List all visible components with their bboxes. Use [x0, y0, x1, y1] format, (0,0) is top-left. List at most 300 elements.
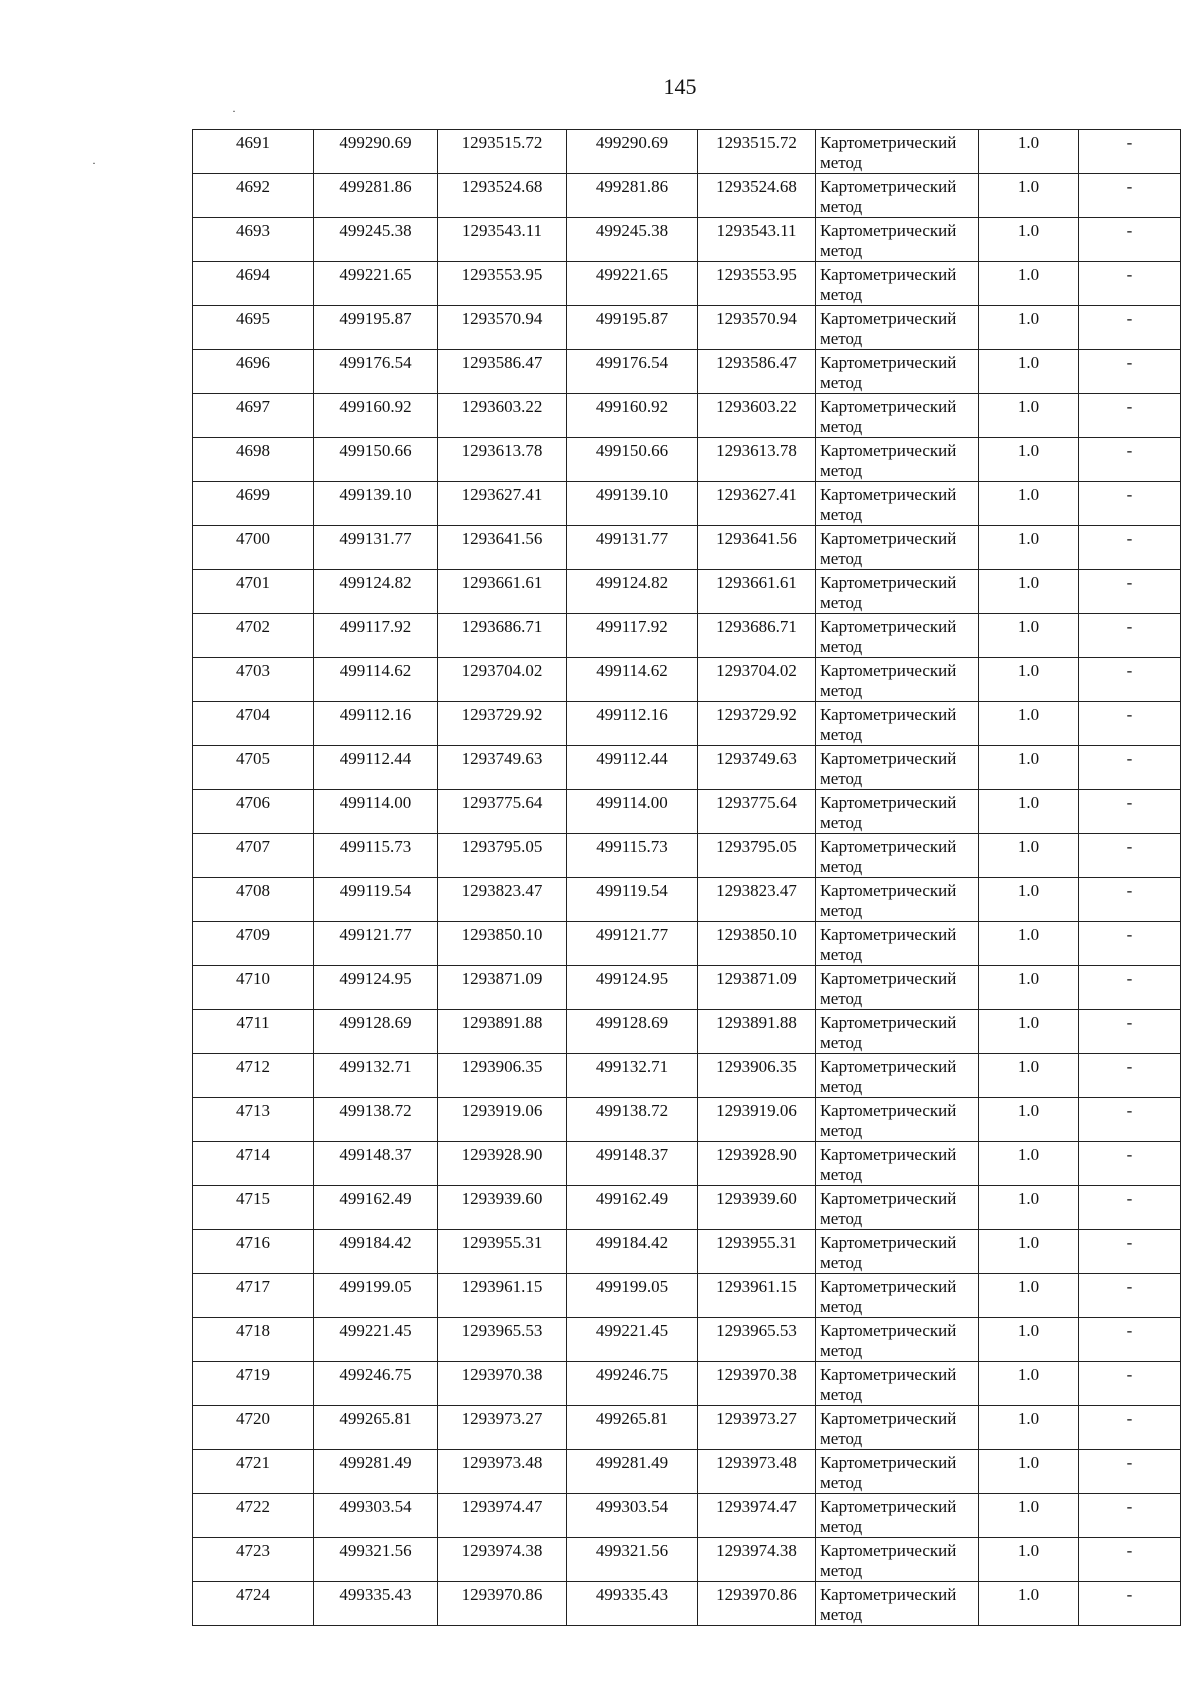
y-coordinate-cell: 1293729.92 — [698, 702, 816, 746]
table-row — [193, 658, 1181, 702]
x-coordinate-cell: 499221.45 — [314, 1318, 438, 1362]
table-row — [193, 218, 1181, 262]
table-row — [193, 966, 1181, 1010]
table-row — [193, 1010, 1181, 1054]
table-row — [193, 350, 1181, 394]
coordinates-table-body — [193, 130, 1181, 1626]
note-cell: - — [1079, 790, 1181, 834]
note-cell: - — [1079, 526, 1181, 570]
note-cell: - — [1079, 1010, 1181, 1054]
note-cell: - — [1079, 394, 1181, 438]
precision-cell: 1.0 — [979, 394, 1079, 438]
precision-cell: 1.0 — [979, 922, 1079, 966]
x-coordinate-cell: 499321.56 — [567, 1538, 698, 1582]
x-coordinate-cell: 499139.10 — [314, 482, 438, 526]
point-number-cell: 4716 — [193, 1230, 314, 1274]
precision-cell: 1.0 — [979, 790, 1079, 834]
point-number-cell: 4703 — [193, 658, 314, 702]
x-coordinate-cell: 499195.87 — [567, 306, 698, 350]
method-cell: Картометрический метод — [816, 1538, 979, 1582]
y-coordinate-cell: 1293686.71 — [698, 614, 816, 658]
y-coordinate-cell: 1293570.94 — [438, 306, 567, 350]
note-cell: - — [1079, 1538, 1181, 1582]
method-cell: Картометрический метод — [816, 394, 979, 438]
y-coordinate-cell: 1293603.22 — [698, 394, 816, 438]
y-coordinate-cell: 1293974.47 — [698, 1494, 816, 1538]
y-coordinate-cell: 1293570.94 — [698, 306, 816, 350]
x-coordinate-cell: 499160.92 — [567, 394, 698, 438]
method-cell: Картометрический метод — [816, 1186, 979, 1230]
note-cell: - — [1079, 746, 1181, 790]
y-coordinate-cell: 1293891.88 — [438, 1010, 567, 1054]
y-coordinate-cell: 1293613.78 — [698, 438, 816, 482]
method-cell: Картометрический метод — [816, 702, 979, 746]
y-coordinate-cell: 1293973.48 — [698, 1450, 816, 1494]
x-coordinate-cell: 499290.69 — [314, 130, 438, 174]
x-coordinate-cell: 499150.66 — [314, 438, 438, 482]
note-cell: - — [1079, 1450, 1181, 1494]
y-coordinate-cell: 1293961.15 — [698, 1274, 816, 1318]
point-number-cell: 4709 — [193, 922, 314, 966]
y-coordinate-cell: 1293850.10 — [698, 922, 816, 966]
x-coordinate-cell: 499132.71 — [567, 1054, 698, 1098]
point-number-cell: 4700 — [193, 526, 314, 570]
precision-cell: 1.0 — [979, 350, 1079, 394]
note-cell: - — [1079, 966, 1181, 1010]
point-number-cell: 4710 — [193, 966, 314, 1010]
point-number-cell: 4706 — [193, 790, 314, 834]
precision-cell: 1.0 — [979, 1450, 1079, 1494]
method-cell: Картометрический метод — [816, 1274, 979, 1318]
note-cell: - — [1079, 1318, 1181, 1362]
point-number-cell: 4715 — [193, 1186, 314, 1230]
point-number-cell: 4714 — [193, 1142, 314, 1186]
point-number-cell: 4713 — [193, 1098, 314, 1142]
x-coordinate-cell: 499112.44 — [314, 746, 438, 790]
coordinates-table — [192, 129, 1181, 1626]
table-row — [193, 1450, 1181, 1494]
point-number-cell: 4698 — [193, 438, 314, 482]
point-number-cell: 4691 — [193, 130, 314, 174]
method-cell: Картометрический метод — [816, 1450, 979, 1494]
method-cell: Картометрический метод — [816, 306, 979, 350]
y-coordinate-cell: 1293515.72 — [698, 130, 816, 174]
note-cell: - — [1079, 834, 1181, 878]
y-coordinate-cell: 1293961.15 — [438, 1274, 567, 1318]
y-coordinate-cell: 1293749.63 — [698, 746, 816, 790]
x-coordinate-cell: 499162.49 — [314, 1186, 438, 1230]
precision-cell: 1.0 — [979, 482, 1079, 526]
precision-cell: 1.0 — [979, 1538, 1079, 1582]
point-number-cell: 4722 — [193, 1494, 314, 1538]
x-coordinate-cell: 499121.77 — [314, 922, 438, 966]
x-coordinate-cell: 499119.54 — [314, 878, 438, 922]
table-row — [193, 394, 1181, 438]
x-coordinate-cell: 499281.49 — [314, 1450, 438, 1494]
method-cell: Картометрический метод — [816, 922, 979, 966]
table-row — [193, 790, 1181, 834]
page-number: 145 — [663, 74, 697, 99]
precision-cell: 1.0 — [979, 966, 1079, 1010]
method-cell: Картометрический метод — [816, 262, 979, 306]
x-coordinate-cell: 499303.54 — [567, 1494, 698, 1538]
table-row — [193, 482, 1181, 526]
y-coordinate-cell: 1293729.92 — [438, 702, 567, 746]
precision-cell: 1.0 — [979, 438, 1079, 482]
x-coordinate-cell: 499128.69 — [314, 1010, 438, 1054]
precision-cell: 1.0 — [979, 1142, 1079, 1186]
method-cell: Картометрический метод — [816, 658, 979, 702]
y-coordinate-cell: 1293871.09 — [698, 966, 816, 1010]
table-row — [193, 878, 1181, 922]
note-cell: - — [1079, 1054, 1181, 1098]
point-number-cell: 4701 — [193, 570, 314, 614]
precision-cell: 1.0 — [979, 1010, 1079, 1054]
y-coordinate-cell: 1293524.68 — [438, 174, 567, 218]
precision-cell: 1.0 — [979, 306, 1079, 350]
x-coordinate-cell: 499124.95 — [567, 966, 698, 1010]
point-number-cell: 4702 — [193, 614, 314, 658]
note-cell: - — [1079, 1406, 1181, 1450]
precision-cell: 1.0 — [979, 1098, 1079, 1142]
method-cell: Картометрический метод — [816, 482, 979, 526]
x-coordinate-cell: 499184.42 — [314, 1230, 438, 1274]
note-cell: - — [1079, 702, 1181, 746]
x-coordinate-cell: 499335.43 — [314, 1582, 438, 1626]
note-cell: - — [1079, 1098, 1181, 1142]
table-row — [193, 746, 1181, 790]
precision-cell: 1.0 — [979, 130, 1079, 174]
method-cell: Картометрический метод — [816, 1362, 979, 1406]
note-cell: - — [1079, 878, 1181, 922]
method-cell: Картометрический метод — [816, 1318, 979, 1362]
x-coordinate-cell: 499119.54 — [567, 878, 698, 922]
table-row — [193, 1538, 1181, 1582]
y-coordinate-cell: 1293795.05 — [698, 834, 816, 878]
table-row — [193, 174, 1181, 218]
x-coordinate-cell: 499124.82 — [567, 570, 698, 614]
method-cell: Картометрический метод — [816, 790, 979, 834]
y-coordinate-cell: 1293543.11 — [698, 218, 816, 262]
x-coordinate-cell: 499265.81 — [567, 1406, 698, 1450]
method-cell: Картометрический метод — [816, 218, 979, 262]
note-cell: - — [1079, 306, 1181, 350]
y-coordinate-cell: 1293965.53 — [438, 1318, 567, 1362]
y-coordinate-cell: 1293823.47 — [438, 878, 567, 922]
x-coordinate-cell: 499221.65 — [314, 262, 438, 306]
y-coordinate-cell: 1293939.60 — [438, 1186, 567, 1230]
x-coordinate-cell: 499131.77 — [567, 526, 698, 570]
y-coordinate-cell: 1293613.78 — [438, 438, 567, 482]
point-number-cell: 4720 — [193, 1406, 314, 1450]
precision-cell: 1.0 — [979, 174, 1079, 218]
y-coordinate-cell: 1293973.27 — [698, 1406, 816, 1450]
x-coordinate-cell: 499148.37 — [567, 1142, 698, 1186]
precision-cell: 1.0 — [979, 1054, 1079, 1098]
note-cell: - — [1079, 658, 1181, 702]
scan-speck: · — [232, 104, 236, 118]
x-coordinate-cell: 499117.92 — [567, 614, 698, 658]
precision-cell: 1.0 — [979, 1318, 1079, 1362]
x-coordinate-cell: 499246.75 — [567, 1362, 698, 1406]
method-cell: Картометрический метод — [816, 746, 979, 790]
method-cell: Картометрический метод — [816, 1494, 979, 1538]
method-cell: Картометрический метод — [816, 350, 979, 394]
note-cell: - — [1079, 174, 1181, 218]
point-number-cell: 4711 — [193, 1010, 314, 1054]
y-coordinate-cell: 1293906.35 — [438, 1054, 567, 1098]
x-coordinate-cell: 499112.44 — [567, 746, 698, 790]
y-coordinate-cell: 1293973.48 — [438, 1450, 567, 1494]
precision-cell: 1.0 — [979, 658, 1079, 702]
note-cell: - — [1079, 482, 1181, 526]
x-coordinate-cell: 499117.92 — [314, 614, 438, 658]
note-cell: - — [1079, 922, 1181, 966]
table-row — [193, 702, 1181, 746]
method-cell: Картометрический метод — [816, 130, 979, 174]
y-coordinate-cell: 1293524.68 — [698, 174, 816, 218]
x-coordinate-cell: 499176.54 — [314, 350, 438, 394]
x-coordinate-cell: 499148.37 — [314, 1142, 438, 1186]
point-number-cell: 4696 — [193, 350, 314, 394]
y-coordinate-cell: 1293661.61 — [438, 570, 567, 614]
y-coordinate-cell: 1293749.63 — [438, 746, 567, 790]
x-coordinate-cell: 499114.00 — [567, 790, 698, 834]
y-coordinate-cell: 1293586.47 — [438, 350, 567, 394]
x-coordinate-cell: 499138.72 — [314, 1098, 438, 1142]
x-coordinate-cell: 499124.82 — [314, 570, 438, 614]
note-cell: - — [1079, 130, 1181, 174]
x-coordinate-cell: 499114.62 — [314, 658, 438, 702]
note-cell: - — [1079, 570, 1181, 614]
x-coordinate-cell: 499321.56 — [314, 1538, 438, 1582]
y-coordinate-cell: 1293955.31 — [438, 1230, 567, 1274]
x-coordinate-cell: 499265.81 — [314, 1406, 438, 1450]
x-coordinate-cell: 499139.10 — [567, 482, 698, 526]
x-coordinate-cell: 499303.54 — [314, 1494, 438, 1538]
table-row — [193, 922, 1181, 966]
x-coordinate-cell: 499199.05 — [314, 1274, 438, 1318]
precision-cell: 1.0 — [979, 702, 1079, 746]
x-coordinate-cell: 499121.77 — [567, 922, 698, 966]
table-row — [193, 526, 1181, 570]
note-cell: - — [1079, 1362, 1181, 1406]
table-row — [193, 1186, 1181, 1230]
method-cell: Картометрический метод — [816, 1054, 979, 1098]
precision-cell: 1.0 — [979, 878, 1079, 922]
table-row — [193, 834, 1181, 878]
precision-cell: 1.0 — [979, 570, 1079, 614]
y-coordinate-cell: 1293970.86 — [698, 1582, 816, 1626]
x-coordinate-cell: 499199.05 — [567, 1274, 698, 1318]
y-coordinate-cell: 1293586.47 — [698, 350, 816, 394]
method-cell: Картометрический метод — [816, 966, 979, 1010]
y-coordinate-cell: 1293553.95 — [698, 262, 816, 306]
point-number-cell: 4718 — [193, 1318, 314, 1362]
point-number-cell: 4717 — [193, 1274, 314, 1318]
note-cell: - — [1079, 614, 1181, 658]
x-coordinate-cell: 499112.16 — [314, 702, 438, 746]
y-coordinate-cell: 1293974.47 — [438, 1494, 567, 1538]
point-number-cell: 4704 — [193, 702, 314, 746]
point-number-cell: 4721 — [193, 1450, 314, 1494]
note-cell: - — [1079, 1582, 1181, 1626]
x-coordinate-cell: 499138.72 — [567, 1098, 698, 1142]
note-cell: - — [1079, 218, 1181, 262]
y-coordinate-cell: 1293704.02 — [438, 658, 567, 702]
point-number-cell: 4692 — [193, 174, 314, 218]
table-row — [193, 1274, 1181, 1318]
y-coordinate-cell: 1293919.06 — [698, 1098, 816, 1142]
x-coordinate-cell: 499246.75 — [314, 1362, 438, 1406]
precision-cell: 1.0 — [979, 1230, 1079, 1274]
precision-cell: 1.0 — [979, 834, 1079, 878]
method-cell: Картометрический метод — [816, 1098, 979, 1142]
table-row — [193, 1054, 1181, 1098]
y-coordinate-cell: 1293775.64 — [698, 790, 816, 834]
x-coordinate-cell: 499115.73 — [314, 834, 438, 878]
point-number-cell: 4699 — [193, 482, 314, 526]
y-coordinate-cell: 1293970.86 — [438, 1582, 567, 1626]
y-coordinate-cell: 1293955.31 — [698, 1230, 816, 1274]
x-coordinate-cell: 499221.65 — [567, 262, 698, 306]
y-coordinate-cell: 1293965.53 — [698, 1318, 816, 1362]
y-coordinate-cell: 1293871.09 — [438, 966, 567, 1010]
x-coordinate-cell: 499221.45 — [567, 1318, 698, 1362]
note-cell: - — [1079, 1274, 1181, 1318]
x-coordinate-cell: 499281.86 — [567, 174, 698, 218]
table-row — [193, 1362, 1181, 1406]
point-number-cell: 4695 — [193, 306, 314, 350]
precision-cell: 1.0 — [979, 526, 1079, 570]
point-number-cell: 4719 — [193, 1362, 314, 1406]
method-cell: Картометрический метод — [816, 614, 979, 658]
y-coordinate-cell: 1293686.71 — [438, 614, 567, 658]
y-coordinate-cell: 1293641.56 — [438, 526, 567, 570]
note-cell: - — [1079, 1230, 1181, 1274]
table-row — [193, 1142, 1181, 1186]
precision-cell: 1.0 — [979, 262, 1079, 306]
point-number-cell: 4693 — [193, 218, 314, 262]
precision-cell: 1.0 — [979, 1362, 1079, 1406]
y-coordinate-cell: 1293973.27 — [438, 1406, 567, 1450]
precision-cell: 1.0 — [979, 1494, 1079, 1538]
y-coordinate-cell: 1293515.72 — [438, 130, 567, 174]
point-number-cell: 4705 — [193, 746, 314, 790]
note-cell: - — [1079, 350, 1181, 394]
x-coordinate-cell: 499195.87 — [314, 306, 438, 350]
y-coordinate-cell: 1293906.35 — [698, 1054, 816, 1098]
x-coordinate-cell: 499131.77 — [314, 526, 438, 570]
scan-speck: · — [92, 156, 96, 170]
table-row — [193, 1098, 1181, 1142]
y-coordinate-cell: 1293553.95 — [438, 262, 567, 306]
precision-cell: 1.0 — [979, 614, 1079, 658]
method-cell: Картометрический метод — [816, 1010, 979, 1054]
x-coordinate-cell: 499114.62 — [567, 658, 698, 702]
method-cell: Картометрический метод — [816, 1406, 979, 1450]
note-cell: - — [1079, 262, 1181, 306]
y-coordinate-cell: 1293603.22 — [438, 394, 567, 438]
method-cell: Картометрический метод — [816, 834, 979, 878]
table-row — [193, 614, 1181, 658]
table-row — [193, 1406, 1181, 1450]
x-coordinate-cell: 499162.49 — [567, 1186, 698, 1230]
method-cell: Картометрический метод — [816, 878, 979, 922]
y-coordinate-cell: 1293850.10 — [438, 922, 567, 966]
method-cell: Картометрический метод — [816, 1142, 979, 1186]
precision-cell: 1.0 — [979, 1406, 1079, 1450]
note-cell: - — [1079, 1142, 1181, 1186]
note-cell: - — [1079, 1186, 1181, 1230]
precision-cell: 1.0 — [979, 1582, 1079, 1626]
y-coordinate-cell: 1293795.05 — [438, 834, 567, 878]
x-coordinate-cell: 499281.86 — [314, 174, 438, 218]
table-row — [193, 570, 1181, 614]
x-coordinate-cell: 499115.73 — [567, 834, 698, 878]
table-row — [193, 1582, 1181, 1626]
method-cell: Картометрический метод — [816, 174, 979, 218]
y-coordinate-cell: 1293627.41 — [438, 482, 567, 526]
y-coordinate-cell: 1293939.60 — [698, 1186, 816, 1230]
y-coordinate-cell: 1293641.56 — [698, 526, 816, 570]
y-coordinate-cell: 1293974.38 — [698, 1538, 816, 1582]
precision-cell: 1.0 — [979, 218, 1079, 262]
point-number-cell: 4707 — [193, 834, 314, 878]
y-coordinate-cell: 1293823.47 — [698, 878, 816, 922]
x-coordinate-cell: 499176.54 — [567, 350, 698, 394]
y-coordinate-cell: 1293919.06 — [438, 1098, 567, 1142]
y-coordinate-cell: 1293891.88 — [698, 1010, 816, 1054]
y-coordinate-cell: 1293928.90 — [698, 1142, 816, 1186]
x-coordinate-cell: 499114.00 — [314, 790, 438, 834]
x-coordinate-cell: 499124.95 — [314, 966, 438, 1010]
table-row — [193, 1318, 1181, 1362]
point-number-cell: 4712 — [193, 1054, 314, 1098]
table-row — [193, 1230, 1181, 1274]
point-number-cell: 4724 — [193, 1582, 314, 1626]
x-coordinate-cell: 499128.69 — [567, 1010, 698, 1054]
y-coordinate-cell: 1293970.38 — [438, 1362, 567, 1406]
x-coordinate-cell: 499184.42 — [567, 1230, 698, 1274]
point-number-cell: 4697 — [193, 394, 314, 438]
y-coordinate-cell: 1293775.64 — [438, 790, 567, 834]
point-number-cell: 4708 — [193, 878, 314, 922]
note-cell: - — [1079, 1494, 1181, 1538]
y-coordinate-cell: 1293970.38 — [698, 1362, 816, 1406]
x-coordinate-cell: 499290.69 — [567, 130, 698, 174]
x-coordinate-cell: 499160.92 — [314, 394, 438, 438]
precision-cell: 1.0 — [979, 746, 1079, 790]
precision-cell: 1.0 — [979, 1274, 1079, 1318]
x-coordinate-cell: 499132.71 — [314, 1054, 438, 1098]
point-number-cell: 4694 — [193, 262, 314, 306]
method-cell: Картометрический метод — [816, 570, 979, 614]
table-row — [193, 438, 1181, 482]
method-cell: Картометрический метод — [816, 1582, 979, 1626]
point-number-cell: 4723 — [193, 1538, 314, 1582]
method-cell: Картометрический метод — [816, 526, 979, 570]
y-coordinate-cell: 1293661.61 — [698, 570, 816, 614]
method-cell: Картометрический метод — [816, 1230, 979, 1274]
table-row — [193, 262, 1181, 306]
y-coordinate-cell: 1293974.38 — [438, 1538, 567, 1582]
y-coordinate-cell: 1293627.41 — [698, 482, 816, 526]
x-coordinate-cell: 499245.38 — [314, 218, 438, 262]
table-row — [193, 130, 1181, 174]
x-coordinate-cell: 499150.66 — [567, 438, 698, 482]
y-coordinate-cell: 1293543.11 — [438, 218, 567, 262]
